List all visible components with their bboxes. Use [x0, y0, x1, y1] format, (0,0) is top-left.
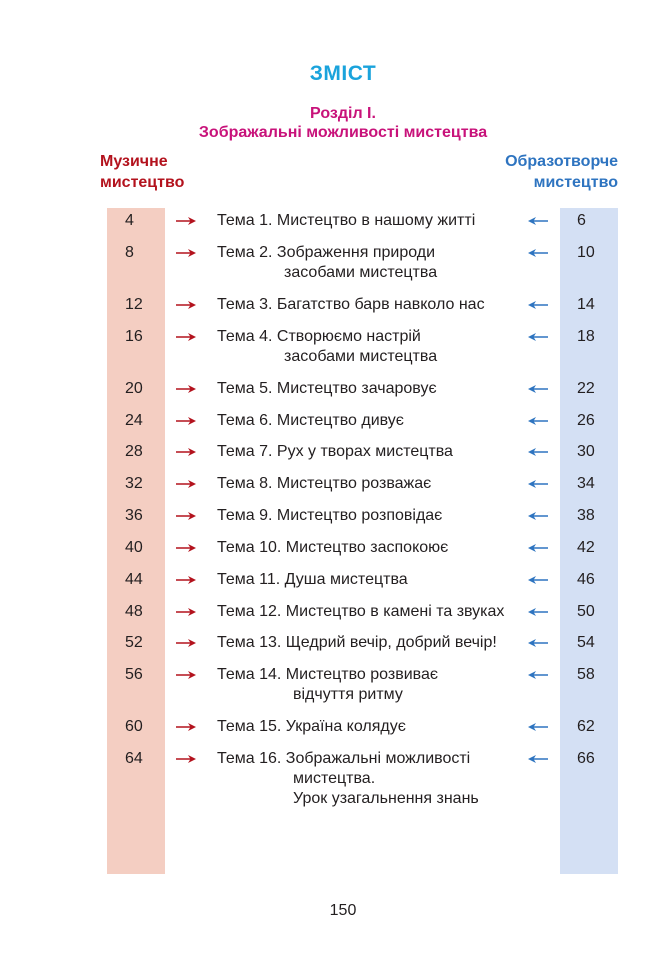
- arrow-left-icon: [527, 245, 549, 265]
- music-page-number: 16: [125, 328, 143, 345]
- music-page-number: 20: [125, 380, 143, 397]
- music-page-number: 4: [125, 212, 134, 229]
- topic-title: [217, 442, 453, 462]
- music-page-number: 12: [125, 296, 143, 313]
- page-number: 150: [329, 902, 357, 919]
- arrow-left-icon: [527, 444, 549, 464]
- arrow-right-icon: [175, 540, 197, 560]
- topic-line: Тема 12. Мистецтво в камені та звуках: [217, 603, 505, 620]
- arrow-left-icon: [527, 751, 549, 771]
- topic-line: Тема 1. Мистецтво в нашому житті: [217, 212, 476, 229]
- art-page-number: 22: [577, 380, 595, 397]
- music-page-number: 8: [125, 244, 134, 261]
- topic-title: [217, 379, 437, 399]
- arrow-left-icon: [527, 413, 549, 433]
- art-page-number: 6: [577, 212, 586, 229]
- topic-title: [217, 211, 475, 231]
- section-heading: [0, 104, 670, 142]
- topic-line: засобами мистецтва: [284, 264, 438, 281]
- music-page-number: 56: [125, 666, 143, 683]
- art-page-number: 18: [577, 328, 595, 345]
- arrow-left-icon: [527, 719, 549, 739]
- topic-title: [217, 243, 437, 283]
- topic-title: [217, 538, 448, 558]
- art-heading-line2: мистецтво: [533, 174, 618, 191]
- arrow-right-icon: [175, 667, 197, 687]
- arrow-right-icon: [175, 297, 197, 317]
- arrow-right-icon: [175, 381, 197, 401]
- music-page-number: 32: [125, 475, 143, 492]
- arrow-left-icon: [527, 381, 549, 401]
- topic-title: [217, 665, 438, 705]
- arrow-left-icon: [527, 476, 549, 496]
- arrow-right-icon: [175, 572, 197, 592]
- topic-line: Тема 11. Душа мистецтва: [217, 571, 408, 588]
- arrow-right-icon: [175, 444, 197, 464]
- music-column-heading: [100, 151, 184, 193]
- art-page-number: 42: [577, 539, 595, 556]
- music-page-number: 64: [125, 750, 143, 767]
- section-number: Розділ І.: [310, 105, 376, 122]
- arrow-left-icon: [527, 329, 549, 349]
- topic-line: Тема 2. Зображення природи: [217, 244, 436, 261]
- topic-line: Тема 4. Створюємо настрій: [217, 328, 421, 345]
- arrow-right-icon: [175, 413, 197, 433]
- music-page-number: 36: [125, 507, 143, 524]
- art-page-number: 38: [577, 507, 595, 524]
- page-title: ЗМІСТ: [309, 62, 377, 85]
- arrow-left-icon: [527, 540, 549, 560]
- topic-line: Тема 15. Україна колядує: [217, 718, 406, 735]
- topic-line: Тема 14. Мистецтво розвиває: [217, 666, 439, 683]
- topic-line: Тема 13. Щедрий вечір, добрий вечір!: [217, 634, 497, 651]
- arrow-right-icon: [175, 213, 197, 233]
- topic-title: [217, 717, 406, 737]
- art-page-number: 10: [577, 244, 595, 261]
- topic-line: Тема 5. Мистецтво зачаровує: [217, 380, 437, 397]
- arrow-left-icon: [527, 213, 549, 233]
- art-column-heading: [505, 151, 618, 193]
- arrow-right-icon: [175, 751, 197, 771]
- art-page-number: 34: [577, 475, 595, 492]
- music-heading-line2: мистецтво: [100, 174, 185, 191]
- topic-title: [217, 411, 404, 431]
- topic-title: [217, 295, 485, 315]
- music-page-number: 28: [125, 443, 143, 460]
- arrow-left-icon: [527, 297, 549, 317]
- music-page-number: 52: [125, 634, 143, 651]
- art-page-number: 62: [577, 718, 595, 735]
- section-name: Зображальні можливості мистецтва: [198, 124, 488, 141]
- music-page-number: 24: [125, 412, 143, 429]
- music-page-number: 40: [125, 539, 143, 556]
- topic-line: Урок узагальнення знань: [293, 790, 479, 807]
- music-page-number: 60: [125, 718, 143, 735]
- music-heading-line1: Музичне: [100, 153, 168, 170]
- topic-title: [217, 749, 479, 809]
- topic-line: відчуття ритму: [293, 686, 403, 703]
- arrow-right-icon: [175, 245, 197, 265]
- topic-title: [217, 327, 437, 367]
- arrow-right-icon: [175, 635, 197, 655]
- topic-title: [217, 474, 431, 494]
- art-page-number: 50: [577, 603, 595, 620]
- arrow-right-icon: [175, 719, 197, 739]
- music-page-number: 48: [125, 603, 143, 620]
- arrow-right-icon: [175, 604, 197, 624]
- art-page-number: 26: [577, 412, 595, 429]
- art-heading-line1: Образотворче: [505, 153, 618, 170]
- art-page-number: 46: [577, 571, 595, 588]
- topic-line: засобами мистецтва: [284, 348, 438, 365]
- arrow-right-icon: [175, 329, 197, 349]
- arrow-right-icon: [175, 508, 197, 528]
- topic-line: мистецтва.: [293, 770, 376, 787]
- art-page-number: 30: [577, 443, 595, 460]
- topic-line: Тема 10. Мистецтво заспокоює: [217, 539, 449, 556]
- arrow-left-icon: [527, 508, 549, 528]
- topic-title: [217, 602, 504, 622]
- arrow-left-icon: [527, 604, 549, 624]
- art-page-number: 54: [577, 634, 595, 651]
- topic-line: Тема 8. Мистецтво розважає: [217, 475, 432, 492]
- art-page-number: 66: [577, 750, 595, 767]
- topic-title: [217, 633, 497, 653]
- arrow-left-icon: [527, 572, 549, 592]
- topic-title: [217, 506, 442, 526]
- topic-line: Тема 3. Багатство барв навколо нас: [217, 296, 485, 313]
- art-page-number: 14: [577, 296, 595, 313]
- arrow-left-icon: [527, 635, 549, 655]
- arrow-left-icon: [527, 667, 549, 687]
- topic-line: Тема 16. Зображальні можливості: [217, 750, 471, 767]
- topic-line: Тема 7. Рух у творах мистецтва: [217, 443, 453, 460]
- arrow-right-icon: [175, 476, 197, 496]
- art-page-number: 58: [577, 666, 595, 683]
- topic-line: Тема 6. Мистецтво дивує: [217, 412, 404, 429]
- music-page-number: 44: [125, 571, 143, 588]
- topic-line: Тема 9. Мистецтво розповідає: [217, 507, 443, 524]
- topic-title: [217, 570, 408, 590]
